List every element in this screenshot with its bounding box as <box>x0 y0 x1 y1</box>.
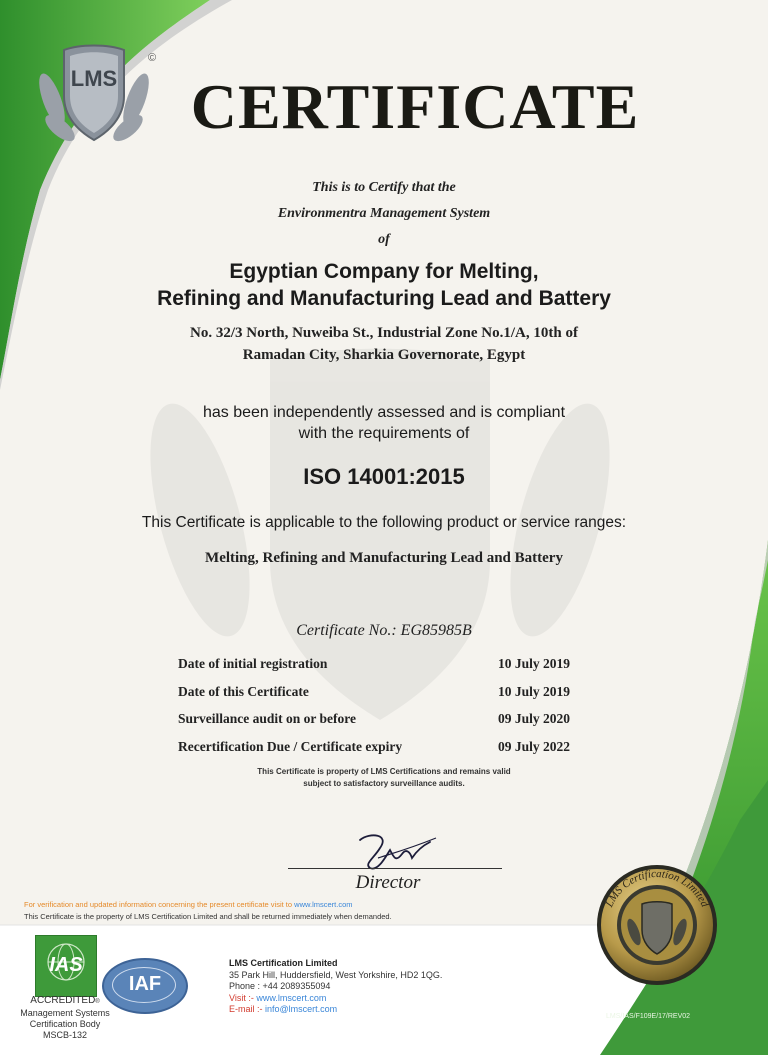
date-label: Date of initial registration <box>178 656 328 671</box>
iaf-logo-text: IAF <box>128 973 162 995</box>
certify-line-2: Environmentra Management System <box>277 206 491 221</box>
date-row <box>178 711 570 739</box>
date-value: 10 July 2019 <box>497 656 570 671</box>
iso-standard: ISO 14001:2015 <box>303 464 465 489</box>
date-label: Date of this Certificate <box>178 683 309 699</box>
accreditation-line-2: Certification Body <box>29 1019 101 1029</box>
org-email <box>229 1004 442 1016</box>
date-row <box>178 656 570 684</box>
accreditation-line-1: Management Systems <box>20 1008 110 1018</box>
property-text: This Certificate is the property of LMS Certification Limited and shall be returned immediately when demanded. <box>24 912 392 921</box>
copyright-mark: © <box>148 52 157 64</box>
org-visit <box>229 993 442 1005</box>
accreditation-line-3: MSCB-132 <box>42 1030 87 1040</box>
seal-text-ring <box>592 860 722 990</box>
ias-logo-text: IAS <box>49 954 83 976</box>
certify-line-3: of <box>378 232 390 247</box>
verify-link[interactable]: www.lmscert.com <box>294 900 353 909</box>
signature-line <box>288 868 502 869</box>
org-address-block <box>229 958 442 1016</box>
property-note-line-1: This Certificate is property of LMS Certifications and remains valid <box>257 767 511 776</box>
email-label: E-mail :- <box>229 1004 263 1014</box>
org-phone: Phone : +44 2089355094 <box>229 981 331 991</box>
certify-line-1: This is to Certify that the <box>312 180 456 195</box>
date-value: 09 July 2022 <box>497 738 570 754</box>
verify-label: For verification and updated information concerning the present certificate visit to <box>24 900 293 909</box>
date-label: Recertification Due / Certificate expiry <box>178 738 403 754</box>
seal-text: LMS Certification Limited <box>603 867 711 909</box>
visit-label: Visit :- <box>229 992 254 1003</box>
accredited-label <box>22 996 108 1008</box>
email-link[interactable]: info@lmscert.com <box>265 1004 338 1014</box>
org-address: 35 Park Hill, Huddersfield, West Yorkshire, HD2 1QG. <box>229 969 443 980</box>
company-name-line-2: Refining and Manufacturing Lead and Battery <box>157 287 611 310</box>
date-label: Surveillance audit on or before <box>178 711 356 727</box>
director-title: Director <box>355 872 421 893</box>
date-value: 10 July 2019 <box>497 683 570 699</box>
company-name-line-1: Egyptian Company for Melting, <box>229 260 539 283</box>
org-name: LMS Certification Limited <box>229 958 338 968</box>
certificate-number: Certificate No.: EG85985B <box>296 622 472 639</box>
property-note-line-2: subject to satisfactory surveillance audits. <box>303 779 465 788</box>
date-row <box>178 684 570 712</box>
ias-logo <box>35 935 97 997</box>
company-address-line-1: No. 32/3 North, Nuweiba St., Industrial Zone No.1/A, 10th of <box>190 325 578 341</box>
dates-table <box>178 656 570 766</box>
iaf-logo <box>102 958 188 1014</box>
accredited-text: ACCREDITED <box>30 995 96 1006</box>
registered-mark: ® <box>95 999 100 1005</box>
certificate-heading: CERTIFICATE <box>190 71 640 142</box>
assessed-line-2: with the requirements of <box>298 425 470 442</box>
date-row <box>178 739 570 767</box>
assessed-line-1: has been independently assessed and is compliant <box>202 404 566 421</box>
visit-link[interactable]: www.lmscert.com <box>256 992 327 1003</box>
date-value: 09 July 2020 <box>497 711 570 727</box>
verify-text <box>24 900 353 909</box>
document-reference: LMS/IAS/F109E/17/REV02 <box>606 1013 691 1020</box>
scope-heading: This Certificate is applicable to the following product or service ranges: <box>141 514 627 531</box>
lms-logo <box>30 30 158 158</box>
company-address-line-2: Ramadan City, Sharkia Governorate, Egypt <box>242 347 526 363</box>
scope-text: Melting, Refining and Manufacturing Lead and Battery <box>205 550 563 566</box>
lms-logo-text: LMS <box>70 66 118 91</box>
